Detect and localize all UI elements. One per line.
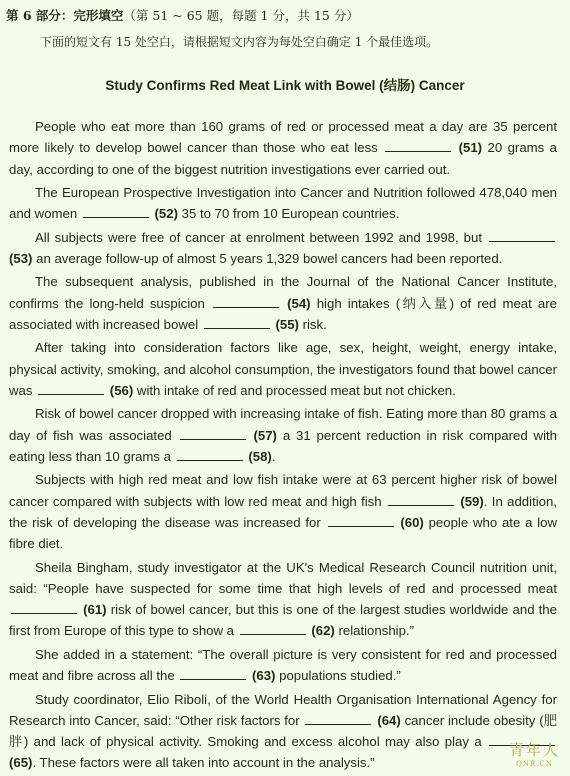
watermark-text: 青年人 [508,741,560,759]
paragraph-text: risk of bowel cancer, but this is one of the largest studies worldwide and the first from Europe of this type to show a [9,602,557,639]
answer-blank[interactable] [240,623,306,635]
answer-blank[interactable] [180,428,246,440]
question-number: (61) [83,602,107,618]
section-header [6,6,566,24]
article-paragraph [9,227,557,270]
answer-blank[interactable] [204,317,270,329]
paragraph-text: cancer include obesity (肥胖) and lack of physical activity. Smoking and excess alcohol may also play a [9,712,557,750]
paragraph-text: Risk of bowel cancer dropped with increasing intake of fish. Eating more than 80 grams a day of fish was associated [9,406,557,443]
question-number: (64) [377,712,401,728]
paragraph-text: people who ate a low fibre diet. [9,514,557,552]
paragraph-text: She added in a statement: “The overall picture is very consistent for red and processed meat and fibre across all the [9,646,557,684]
paragraph-text: . These factors were all taken into account in the analysis.” [32,755,375,771]
article-title: Study Confirms Red Meat Link with Bowel (结肠) Cancer [105,78,465,93]
article-body [9,116,557,776]
article-paragraph [9,557,557,642]
question-number: (51) [458,140,483,156]
watermark-logo [509,739,560,768]
paragraph-text: an average follow-up of almost 5 years 1,329 bowel cancers had been reported. [32,250,503,266]
answer-blank[interactable] [213,296,279,308]
question-number: (60) [400,514,424,530]
paragraph-text: Sheila Bingham, study investigator at the UK's Medical Research Council nutrition unit, said: “People have suspected for some time that high levels of red and processed meat [9,559,557,596]
article-paragraph [9,182,557,225]
question-number: (57) [253,427,277,443]
question-number: (58) [248,448,272,464]
paragraph-text: The European Prospective Investigation into Cancer and Nutrition followed 478,040 men and women [9,184,557,222]
answer-blank[interactable] [11,602,77,614]
section-note: （第 51 ~ 65 题，每题 1 分，共 15 分） [123,8,359,23]
question-number: (53) [9,250,33,266]
instruction-text: 下面的短文有 15 处空白，请根据短文内容为每处空白确定 1 个最佳选项。 [40,35,439,49]
paragraph-text: . [271,448,276,464]
paragraph-text: populations studied.” [275,668,401,684]
question-number: (56) [109,382,134,398]
answer-blank[interactable] [180,668,246,680]
article-paragraph [9,116,557,180]
article-paragraph [9,403,557,467]
paragraph-text: All subjects were free of cancer at enrolment between 1992 and 1998, but [35,229,487,245]
section-label: 第 6 部分：完形填空 [6,8,124,23]
question-number: (59) [460,493,484,509]
watermark-sub: QNR.CN [516,760,553,768]
answer-blank[interactable] [305,713,371,725]
answer-blank[interactable] [388,494,454,506]
paragraph-text: risk. [298,316,327,332]
question-number: (54) [287,295,311,311]
question-number: (55) [275,316,299,332]
paragraph-text: with intake of red and processed meat but not chicken. [133,382,456,398]
article-paragraph [9,469,557,554]
article-paragraph [9,644,557,687]
question-number: (65) [9,755,33,771]
paragraph-text: . In addition, the risk of developing the disease was increased for [9,493,557,530]
paragraph-text: Subjects with high red meat and low fish intake were at 63 percent higher risk of bowel cancer compared with subjects with low red meat and high fish [9,472,557,509]
paragraph-text: Study coordinator, Elio Riboli, of the World Health Organisation International Agency for Research into Cancer, said: “Other risk factors for [9,691,557,728]
answer-blank[interactable] [83,206,149,218]
paragraph-text: After taking into consideration factors like age, sex, height, weight, energy intake, physical activity, smoking, and alcohol consumption, the investigators found that bowel cancer was [9,340,557,398]
paragraph-text: high intakes (纳入量) of red meat are associated with increased bowel [9,295,557,332]
paragraph-text: a 31 percent reduction in risk compared with eating less than 10 grams a [9,427,557,464]
article-paragraph [9,271,557,335]
paragraph-text: People who eat more than 160 grams of red or processed meat a day are 35 percent more likely to develop bowel cancer than those who eat less [9,119,557,156]
answer-blank[interactable] [38,383,104,395]
paragraph-text: 20 grams a day, according to one of the biggest nutrition investigations ever carried out. [9,140,557,177]
answer-blank[interactable] [489,230,555,242]
question-number: (52) [154,206,178,222]
answer-blank[interactable] [328,515,394,527]
article-paragraph [9,689,557,774]
paragraph-text: relationship.” [334,623,414,639]
answer-blank[interactable] [177,449,243,461]
question-number: (62) [311,623,335,639]
paragraph-text: The subsequent analysis, published in the Journal of the National Cancer Institute, confirms the long-held suspicion [9,274,557,311]
paragraph-text: 35 to 70 from 10 European countries. [177,206,400,222]
answer-blank[interactable] [385,140,451,152]
question-number: (63) [252,668,276,684]
article-paragraph [9,337,557,401]
